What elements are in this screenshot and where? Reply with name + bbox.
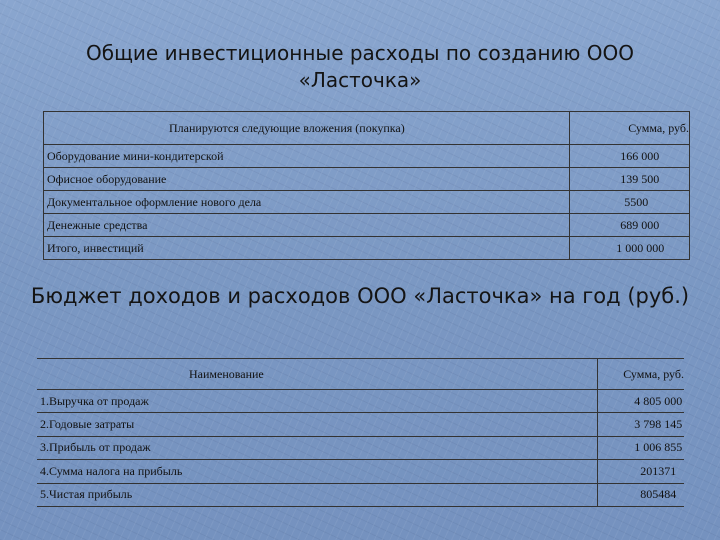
row-value: 689 000 bbox=[570, 214, 690, 237]
row-value: 3 798 145 bbox=[598, 413, 684, 436]
row-label: 4.Сумма налога на прибыль bbox=[37, 460, 598, 483]
table-row bbox=[37, 436, 684, 459]
table-row bbox=[44, 237, 690, 260]
row-label: 5.Чистая прибыль bbox=[37, 483, 598, 506]
table-row bbox=[37, 483, 684, 506]
row-value: 5500 bbox=[570, 191, 690, 214]
table-row bbox=[44, 145, 690, 168]
column-header-amount: Сумма, руб. bbox=[598, 359, 684, 390]
row-label: Офисное оборудование bbox=[44, 168, 570, 191]
row-label: Документальное оформление нового дела bbox=[44, 191, 570, 214]
budget-title: Бюджет доходов и расходов ООО «Ласточка» на год (руб.) bbox=[30, 284, 690, 308]
row-value: 1 006 855 bbox=[598, 436, 684, 459]
row-label: 2.Годовые затраты bbox=[37, 413, 598, 436]
row-label: Денежные средства bbox=[44, 214, 570, 237]
row-label: 1.Выручка от продаж bbox=[37, 390, 598, 413]
row-value: 166 000 bbox=[570, 145, 690, 168]
table-row bbox=[37, 413, 684, 436]
row-value: 4 805 000 bbox=[598, 390, 684, 413]
row-label: Итого, инвестиций bbox=[44, 237, 570, 260]
table-row bbox=[37, 390, 684, 413]
table-row bbox=[44, 168, 690, 191]
budget-table bbox=[37, 358, 684, 507]
table-row bbox=[44, 191, 690, 214]
investment-title: Общие инвестиционные расходы по созданию ООО «Ласточка» bbox=[86, 41, 634, 92]
table-header-row bbox=[37, 359, 684, 390]
row-value: 139 500 bbox=[570, 168, 690, 191]
row-value: 1 000 000 bbox=[570, 237, 690, 260]
row-value: 805484 bbox=[598, 483, 684, 506]
column-header-name: Наименование bbox=[37, 359, 598, 390]
investment-table bbox=[43, 111, 690, 260]
table-row bbox=[37, 460, 684, 483]
column-header-amount: Сумма, руб. bbox=[570, 112, 690, 145]
row-label: 3.Прибыль от продаж bbox=[37, 436, 598, 459]
column-header-investment: Планируются следующие вложения (покупка) bbox=[44, 112, 570, 145]
table-row bbox=[44, 214, 690, 237]
row-value: 201371 bbox=[598, 460, 684, 483]
row-label: Оборудование мини-кондитерской bbox=[44, 145, 570, 168]
table-header-row bbox=[44, 112, 690, 145]
